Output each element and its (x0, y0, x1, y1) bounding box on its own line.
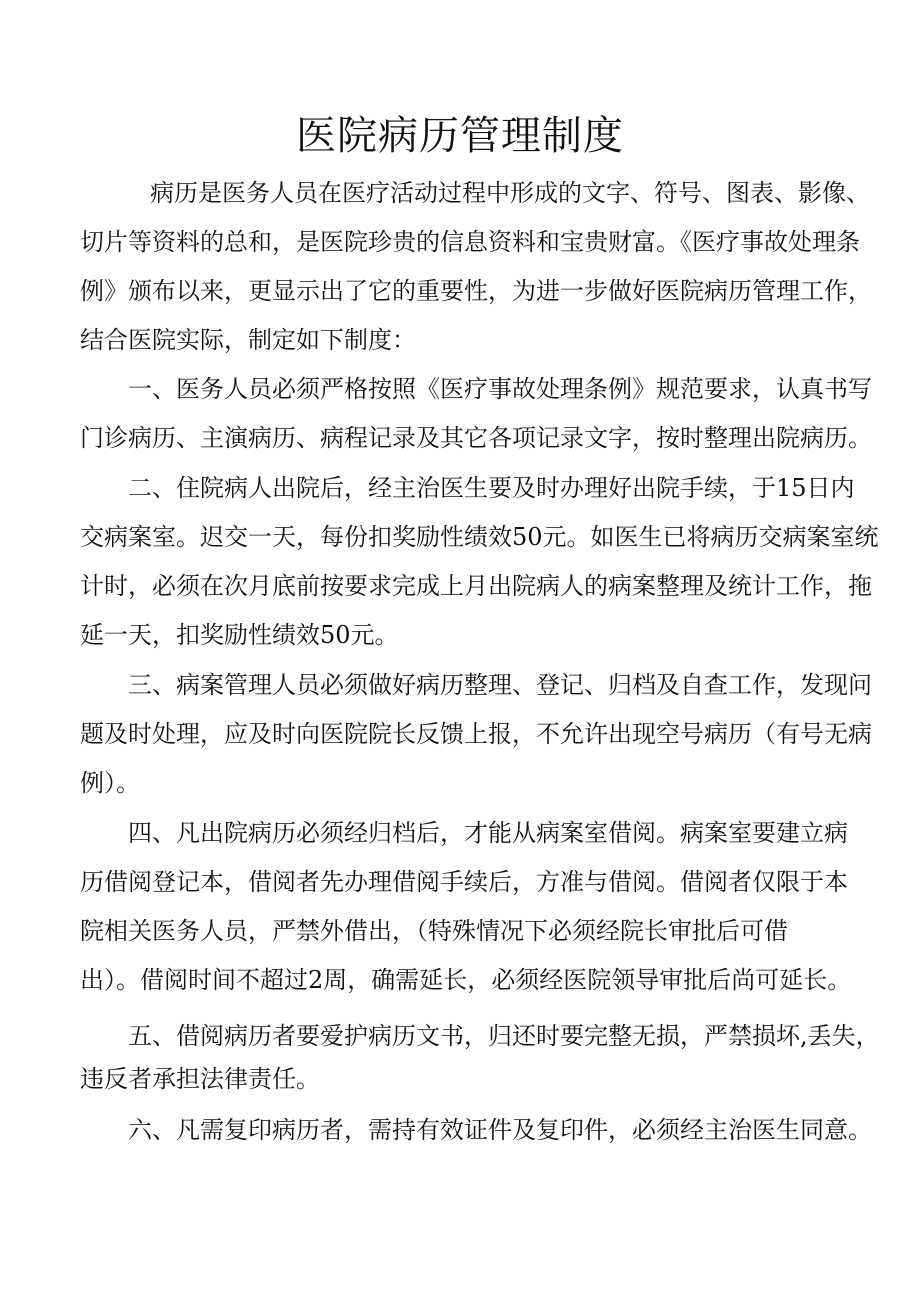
intro-line-1: 病历是医务人员在医疗活动过程中形成的文字、符号、图表、影像、 (150, 179, 870, 207)
clause-4-line-2: 历借阅登记本，借阅者先办理借阅手续后，方准与借阅。借阅者仅限于本 (80, 868, 848, 896)
clause-4-line-1: 四、凡出院病历必须经归档后，才能从病案室借阅。病案室要建立病 (128, 819, 848, 847)
clause-2-line-4: 延一天，扣奖励性绩效50元。 (80, 621, 399, 649)
clause-1-line-1: 一、医务人员必须严格按照《医疗事故处理条例》规范要求，认真书写 (128, 375, 872, 403)
clause-5-line-1: 五、借阅病历者要爱护病历文书，归还时要完整无损，严禁损坏,丢失， (128, 1022, 880, 1050)
intro-line-2: 切片等资料的总和，是医院珍贵的信息资料和宝贵财富。《医疗事故处理条 (80, 228, 860, 256)
clause-2-line-2: 交病案室。迟交一天，每份扣奖励性绩效50元。如医生已将病历交病案室统 (80, 523, 879, 551)
clause-3-line-2: 题及时处理，应及时向医院院长反馈上报，不允许出现空号病历（有号无病 (80, 720, 872, 748)
clause-6-line-1: 六、凡需复印病历者，需持有效证件及复印件，必须经主治医生同意。 (128, 1116, 872, 1144)
clause-2-line-3: 计时，必须在次月底前按要求完成上月出院病人的病案整理及统计工作，拖 (80, 572, 872, 600)
intro-line-3: 例》颁布以来，更显示出了它的重要性，为进一步做好医院病历管理工作， (80, 277, 872, 305)
clause-4-line-4: 出）。借阅时间不超过2周，确需延长，必须经医院领导审批后尚可延长。 (80, 966, 852, 994)
clause-5-line-2: 违反者承担法律责任。 (80, 1065, 320, 1093)
clause-3-line-1: 三、病案管理人员必须做好病历整理、登记、归档及自查工作，发现问 (128, 671, 872, 699)
clause-1-line-2: 门诊病历、主演病历、病程记录及其它各项记录文字，按时整理出院病历。 (80, 424, 872, 452)
clause-2-line-1: 二、住院病人出院后，经主治医生要及时办理好出院手续，于15日内 (128, 474, 855, 502)
document-title: 医院病历管理制度 (296, 113, 624, 159)
clause-4-line-3: 院相关医务人员，严禁外借出，（特殊情况下必须经院长审批后可借 (80, 917, 788, 945)
intro-line-4: 结合医院实际，制定如下制度： (80, 326, 416, 354)
clause-3-line-3: 例）。 (80, 769, 140, 797)
